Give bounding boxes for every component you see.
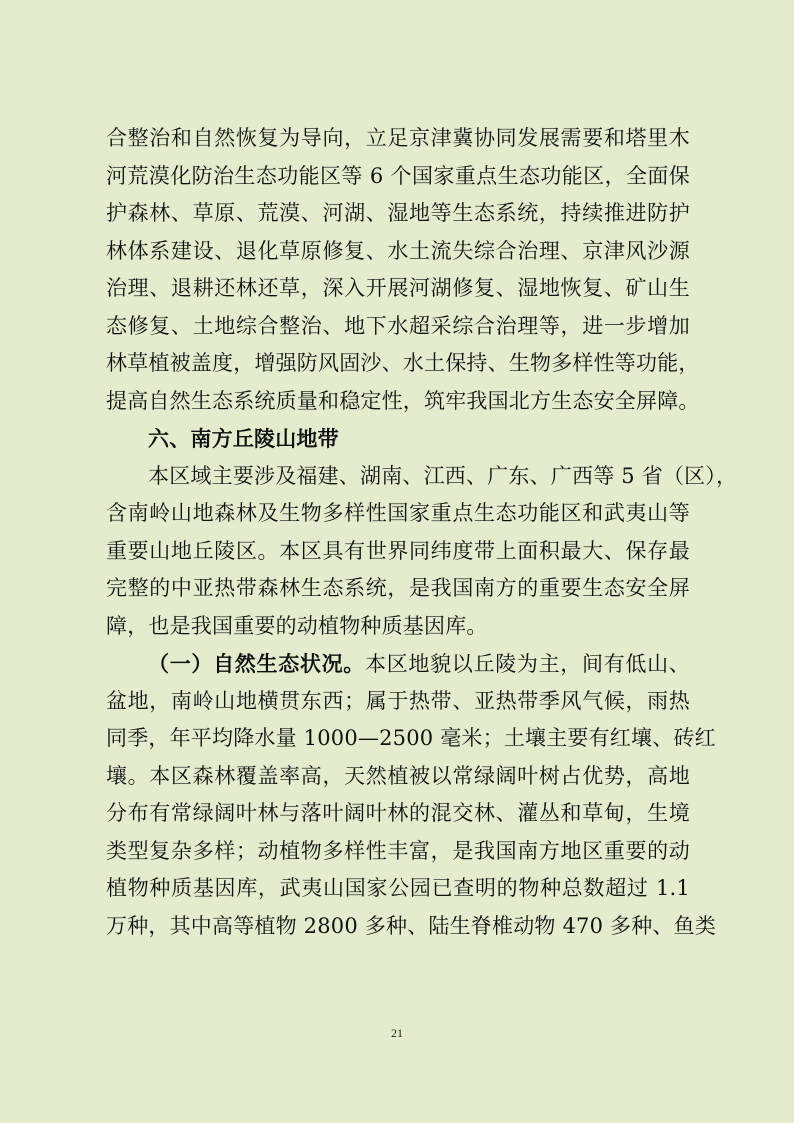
text-line: 盆地，南岭山地横贯东西；属于热带、亚热带季风气候，雨热 <box>106 688 690 713</box>
text-line: 完整的中亚热带森林生态系统，是我国南方的重要生态安全屏 <box>106 576 690 600</box>
text-line: 分布有常绿阔叶林与落叶阔叶林的混交林、灌丛和草甸，生境 <box>106 801 690 825</box>
subsection-heading: （一）自然生态状况。 <box>148 651 365 676</box>
text-line: 同季，年平均降水量 1000—2500 毫米；土壤主要有红壤、砖红 <box>106 726 716 750</box>
subsection-line <box>106 645 690 683</box>
text-line: 态修复、土地综合整治、地下水超采综合治理等，进一步增加 <box>106 313 690 338</box>
text-line: 类型复杂多样；动植物多样性丰富，是我国南方地区重要的动 <box>106 838 690 863</box>
text-line: 河荒漠化防治生态功能区等 6 个国家重点生态功能区，全面保 <box>106 163 690 188</box>
text-line: 植物种质基因库，武夷山国家公园已查明的物种总数超过 1.1 <box>106 876 690 900</box>
text-line: 治理、退耕还林还草，深入开展河湖修复、湿地恢复、矿山生 <box>106 276 690 300</box>
text-line: 合整治和自然恢复为导向，立足京津冀协同发展需要和塔里木 <box>106 126 690 150</box>
text-line: 林草植被盖度，增强防风固沙、水土保持、生物多样性等功能， <box>106 351 700 375</box>
text-line: 林体系建设、退化草原修复、水土流失综合治理、京津风沙源 <box>106 238 690 263</box>
text-line: 护森林、草原、荒漠、河湖、湿地等生态系统，持续推进防护 <box>106 201 690 225</box>
text-line: 壤。本区森林覆盖率高，天然植被以常绿阔叶树占优势，高地 <box>106 763 690 788</box>
text-line: 提高自然生态系统质量和稳定性，筑牢我国北方生态安全屏障。 <box>106 388 700 413</box>
text-line: 障，也是我国重要的动植物种质基因库。 <box>106 613 488 638</box>
text-line: 本区域主要涉及福建、湖南、江西、广东、广西等 5 省（区）， <box>148 463 738 488</box>
page-number: 21 <box>391 1026 403 1040</box>
text-line: 含南岭山地森林及生物多样性国家重点生态功能区和武夷山等 <box>106 501 690 525</box>
text-line: 重要山地丘陵区。本区具有世界同纬度带上面积最大、保存最 <box>106 538 690 563</box>
document-body <box>106 120 738 945</box>
subsection-text: 本区地貌以丘陵为主，间有低山、 <box>365 652 690 676</box>
section-heading: 六、南方丘陵山地带 <box>148 426 339 451</box>
text-line: 万种，其中高等植物 2800 多种、陆生脊椎动物 470 多种、鱼类 <box>106 913 717 938</box>
